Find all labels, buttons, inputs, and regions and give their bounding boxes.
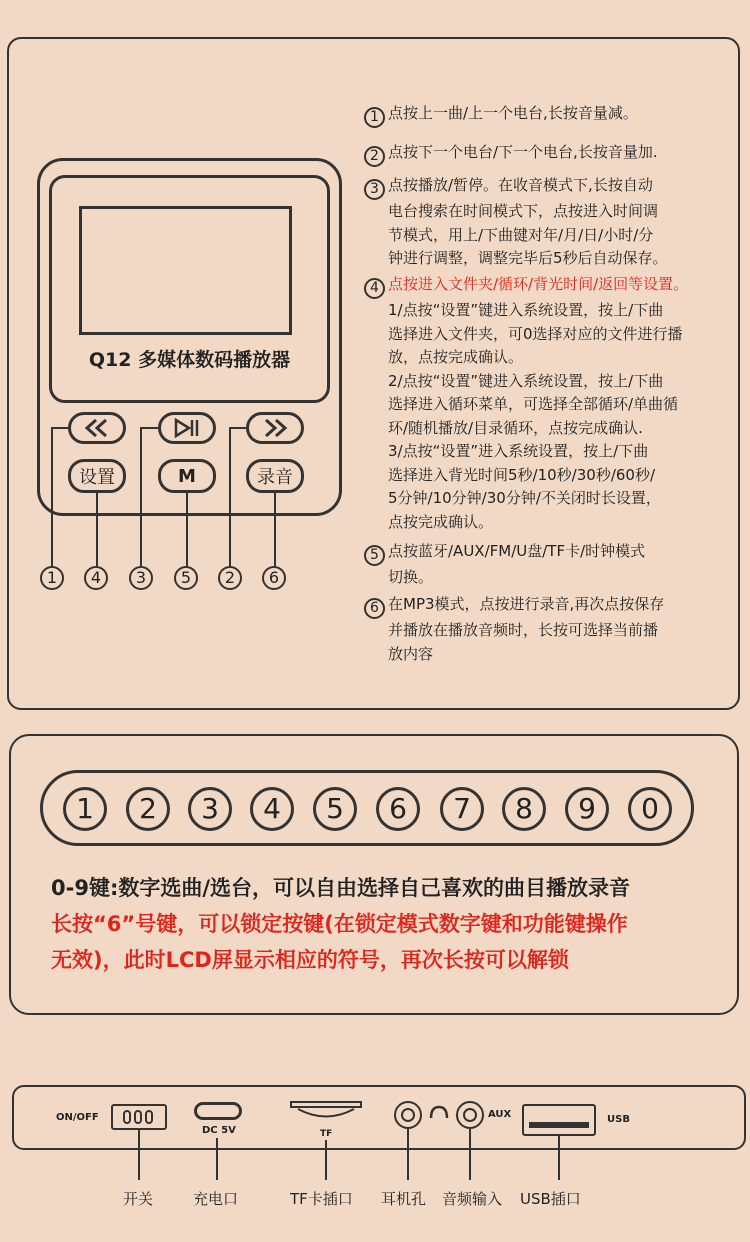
port-label-usb: USB插口 [520, 1190, 581, 1208]
numpad-desc-3: 无效)，此时LCD屏显示相应的符号，再次长按可以解锁 [51, 948, 569, 972]
aux-jack-inner [463, 1108, 477, 1122]
port-label-headphone: 耳机孔 [381, 1190, 427, 1208]
power-switch[interactable] [111, 1104, 167, 1130]
port-label-aux: 音频输入 [442, 1190, 503, 1208]
port-line-dc [216, 1138, 218, 1180]
port-line-headphone [407, 1129, 409, 1180]
instruction-1: 1 点按上一曲/上一个电台,长按音量减。 [364, 102, 638, 128]
num-key-0[interactable]: 0 [628, 787, 672, 831]
dc-port[interactable] [194, 1102, 242, 1120]
num-key-4[interactable]: 4 [250, 787, 294, 831]
num-key-8[interactable]: 8 [502, 787, 546, 831]
num-key-9[interactable]: 9 [565, 787, 609, 831]
usb-port[interactable] [522, 1104, 596, 1136]
callout-line-2-v [229, 427, 231, 566]
port-line-tf [325, 1140, 327, 1180]
callout-3: 3 [129, 566, 153, 590]
numpad-desc-1: 0-9键:数字选曲/选台，可以自由选择自己喜欢的曲目播放录音 [51, 876, 631, 900]
prev-button[interactable] [68, 412, 126, 444]
port-label-dc: 充电口 [193, 1190, 239, 1208]
double-chevron-left-icon [82, 418, 112, 438]
headphone-jack-inner [401, 1108, 415, 1122]
port-label-switch: 开关 [123, 1190, 154, 1208]
num-key-7[interactable]: 7 [440, 787, 484, 831]
callout-5: 5 [174, 566, 198, 590]
num-key-2[interactable]: 2 [126, 787, 170, 831]
callout-4: 4 [84, 566, 108, 590]
headphone-icon [428, 1105, 450, 1119]
port-line-usb [558, 1136, 560, 1180]
port-label-tf: TF卡插口 [290, 1190, 353, 1208]
instruction-6: 6 在MP3模式，点按进行录音,再次点按保存 并播放在播放音频时，长按可选择当前播 放内容 [364, 593, 664, 666]
double-chevron-right-icon [260, 418, 290, 438]
callout-line-2-h [229, 427, 246, 429]
aux-jack[interactable] [456, 1101, 484, 1129]
num-key-6[interactable]: 6 [376, 787, 420, 831]
callout-line-3-v [140, 427, 142, 566]
instruction-2: 2 点按下一个电台/下一个电台,长按音量加. [364, 141, 658, 167]
tf-slot-icon[interactable] [290, 1100, 362, 1130]
switch-slot-1 [123, 1110, 131, 1124]
callout-6: 6 [262, 566, 286, 590]
callout-line-4 [96, 493, 98, 566]
record-button[interactable]: 录音 [246, 459, 304, 493]
onoff-label: ON/OFF [56, 1112, 99, 1123]
callout-1: 1 [40, 566, 64, 590]
instruction-5: 5 点按蓝牙/AUX/FM/U盘/TF卡/时钟模式 切换。 [364, 540, 645, 590]
mode-button[interactable]: M [158, 459, 216, 493]
num-key-3[interactable]: 3 [188, 787, 232, 831]
callout-line-5 [186, 493, 188, 566]
next-button[interactable] [246, 412, 304, 444]
num-key-5[interactable]: 5 [313, 787, 357, 831]
callout-line-6 [274, 493, 276, 566]
switch-slot-2 [134, 1110, 142, 1124]
switch-slot-3 [145, 1110, 153, 1124]
aux-label: AUX [488, 1109, 512, 1120]
port-line-switch [138, 1130, 140, 1180]
usb-port-tongue [529, 1122, 589, 1128]
headphone-jack[interactable] [394, 1101, 422, 1129]
callout-2: 2 [218, 566, 242, 590]
settings-button[interactable]: 设置 [68, 459, 126, 493]
usb-label: USB [607, 1114, 630, 1125]
model-name: Q12 多媒体数码播放器 [88, 349, 291, 371]
lcd-screen [79, 206, 292, 335]
dc-label: DC 5V [202, 1125, 236, 1136]
num-key-1[interactable]: 1 [63, 787, 107, 831]
play-pause-button[interactable] [158, 412, 216, 444]
play-pause-icon [172, 418, 202, 438]
callout-line-1-h [51, 427, 68, 429]
numpad-desc-2: 长按“6”号键，可以锁定按键(在锁定模式数字键和功能键操作 [51, 912, 628, 936]
instruction-4: 4 点按进入文件夹/循环/背光时间/返回等设置。 1/点按“设置”键进入系统设置，按上/下曲 选择进入文件夹，可0选择对应的文件进行播 放，点按完成确认。 2/点按“设置”键进入系统设置，按上/下曲 选择进入循环菜单，可选择全部循环/单曲循 环/随机播放/目录循环，点按完成确认. 3/点按“设置”进入系统设置，按上/下曲 选择进入背光时间5秒/10秒/30秒/60秒/ 5分钟/10分钟/30分钟/不关闭时长设置， 点按完成确认。 [364, 273, 688, 534]
callout-line-3-h [140, 427, 158, 429]
port-line-aux [469, 1129, 471, 1180]
tf-label: TF [320, 1129, 333, 1139]
callout-line-1-v [51, 427, 53, 566]
instruction-3: 3 点按播放/暂停。在收音模式下,长按自动 电台搜索在时间模式下，点按进入时间调 节模式，用上/下曲键对年/月/日/小时/分 钟进行调整，调整完毕后5秒后自动保存。 [364, 174, 668, 271]
